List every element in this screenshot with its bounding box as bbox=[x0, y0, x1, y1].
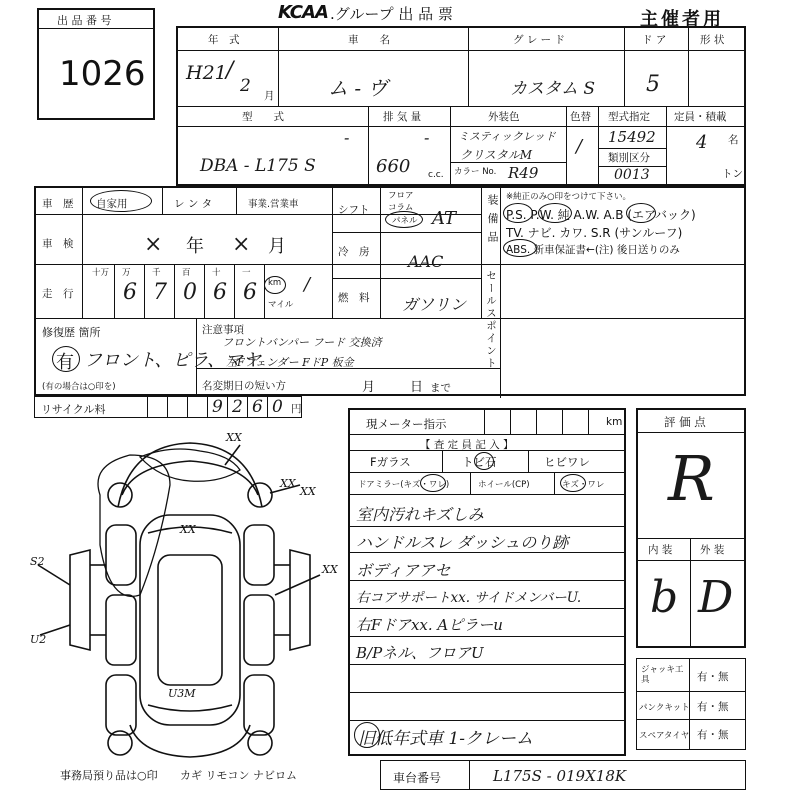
color-value-2: クリスタルM bbox=[460, 148, 533, 162]
shift-option-column: コラム bbox=[388, 203, 414, 213]
exterior-grade: D bbox=[698, 572, 734, 623]
equip-circle-ab bbox=[626, 203, 656, 223]
spare-label: スペアタイヤ bbox=[639, 731, 690, 741]
spare-choice: 有・無 bbox=[697, 729, 729, 741]
model-dash: - bbox=[344, 128, 350, 147]
repair-note: (有の場合は○印を) bbox=[42, 382, 116, 392]
note-line-4: 右コアサポートxx. サイドメンバーU. bbox=[356, 590, 582, 606]
mileage-place-label: 一 bbox=[242, 268, 251, 278]
capacity-unit: 名 bbox=[728, 134, 739, 146]
equipment-line-3: ABS. 新車保証書←(注) 後日送りのみ bbox=[506, 244, 680, 256]
deadline-label: 名変期日の短い方 bbox=[202, 380, 286, 392]
recycle-digit: 2 bbox=[232, 397, 243, 417]
mileage-place-label: 万 bbox=[122, 268, 131, 278]
mileage-place-label: 十 bbox=[212, 268, 221, 278]
chassis-label: 車台番号 bbox=[393, 771, 442, 785]
class-value: 0013 bbox=[614, 167, 650, 183]
meter-unit: km bbox=[606, 416, 623, 428]
recycle-divider bbox=[167, 397, 168, 417]
color-no-value: R49 bbox=[508, 164, 539, 182]
note-line-3: ボディアアセ bbox=[356, 561, 451, 580]
col-color-change: 色替 bbox=[570, 111, 591, 123]
wheel-label: ホイール(CP) bbox=[478, 480, 530, 490]
exterior-label: 外 装 bbox=[700, 544, 725, 556]
displacement-value: 660 bbox=[376, 156, 411, 177]
doors-value: 5 bbox=[646, 72, 660, 97]
equip-circle-abs bbox=[503, 239, 537, 257]
mileage-digit: 6 bbox=[243, 280, 257, 305]
col-shape: 形 状 bbox=[700, 34, 725, 46]
fuel-value: ガソリン bbox=[402, 295, 467, 314]
shift-option-floor: フロア bbox=[388, 191, 414, 201]
vehicle-table bbox=[176, 26, 746, 186]
inspection-year-value: × bbox=[144, 232, 163, 257]
year-sep: / bbox=[226, 58, 234, 83]
col-doors: ド ア bbox=[642, 34, 667, 46]
condition-table bbox=[34, 186, 746, 396]
inspection-month-value: × bbox=[232, 232, 251, 257]
history-option-rental: レ ン タ bbox=[174, 198, 213, 210]
shift-label: シフト bbox=[338, 204, 370, 216]
type-designation-value: 15492 bbox=[608, 128, 656, 146]
mileage-divider bbox=[114, 264, 115, 318]
mileage-divider bbox=[204, 264, 205, 318]
equipment-note: ※純正のみ○印をつけて下さい。 bbox=[506, 192, 632, 202]
page-title: .グループ 出 品 票 bbox=[330, 5, 453, 23]
color-no-label: カラー No. bbox=[454, 167, 497, 177]
equipment-line-2: TV. ナビ. カワ. S.R (サンルーフ) bbox=[506, 226, 683, 240]
shift-value: AT bbox=[432, 208, 457, 229]
mileage-divider bbox=[234, 264, 235, 318]
organizer-label: 主催者用 bbox=[640, 9, 724, 30]
mileage-digit: 0 bbox=[183, 280, 197, 305]
recycle-divider bbox=[187, 397, 188, 417]
mileage-divider bbox=[174, 264, 175, 318]
class-label: 類別区分 bbox=[608, 152, 650, 164]
recycle-divider bbox=[207, 397, 208, 417]
diagram-mark-6: S2 bbox=[30, 555, 45, 568]
wheel-damage-label: キズ・ワレ bbox=[562, 480, 605, 490]
history-option-private: 自家用 bbox=[96, 198, 128, 210]
puncture-choice: 有・無 bbox=[697, 701, 729, 713]
mileage-digit: 7 bbox=[153, 280, 167, 305]
evaluation-score: R bbox=[668, 442, 715, 515]
grade-value: カスタム S bbox=[510, 79, 596, 99]
color-value: ミスティックレッド bbox=[458, 130, 556, 143]
office-note: 事務局預り品は○印 bbox=[60, 769, 158, 782]
history-label: 車 歴 bbox=[42, 198, 74, 210]
shift-selected-circle bbox=[385, 211, 423, 228]
car-damage-diagram bbox=[30, 425, 350, 765]
jack-choice: 有・無 bbox=[697, 671, 729, 683]
note-line-6: B/Pネル、フロアU bbox=[356, 644, 484, 662]
mileage-divider bbox=[144, 264, 145, 318]
col-displacement: 排 気 量 bbox=[383, 111, 422, 123]
interior-label: 内 装 bbox=[648, 544, 673, 556]
recycle-divider bbox=[147, 397, 148, 417]
recycle-unit: 円 bbox=[291, 403, 302, 415]
diagram-mark-1: XX bbox=[226, 431, 242, 444]
puncture-label: パンクキット bbox=[639, 703, 690, 713]
notes-line-2: 左Fフェンダー FドP 板金 bbox=[226, 356, 354, 369]
month-value: 2 bbox=[240, 76, 251, 96]
equip-circle-pw bbox=[538, 203, 572, 223]
mileage-digit: 6 bbox=[123, 280, 137, 305]
mileage-km-unit: km bbox=[268, 278, 282, 288]
equipment-line-1: P.S. P.W. 純 A.W. A.B (エアバック) bbox=[506, 208, 696, 222]
meter-label: 現メーター指示 bbox=[366, 417, 447, 431]
col-make: 車 名 bbox=[348, 34, 390, 46]
final-note: 旧低年式車 1-クレーム bbox=[358, 729, 533, 749]
month-unit: 月 bbox=[264, 90, 275, 102]
col-grade: グ レ ー ド bbox=[513, 34, 566, 46]
recycle-divider bbox=[227, 397, 228, 417]
mileage-label: 走 行 bbox=[42, 288, 74, 300]
windshield-label: Fガラス bbox=[370, 455, 411, 469]
recycle-fee-box bbox=[34, 396, 302, 418]
chassis-number: L175S - 019X18K bbox=[493, 767, 627, 785]
org-logo: KCAA bbox=[278, 2, 328, 23]
notes-label: 注意事項 bbox=[202, 324, 244, 336]
deadline-month: 月 bbox=[362, 380, 376, 395]
mileage-digit: 6 bbox=[213, 280, 227, 305]
chip-circle bbox=[474, 452, 494, 470]
crack-label: ヒビワレ bbox=[544, 455, 590, 469]
history-selected-circle bbox=[90, 190, 152, 212]
inspection-label: 車 検 bbox=[42, 238, 74, 250]
col-model: 型 式 bbox=[242, 111, 284, 123]
note-line-2: ハンドルスレ ダッシュのり跡 bbox=[356, 533, 569, 552]
col-year: 年 式 bbox=[208, 34, 240, 46]
capacity-value: 4 bbox=[696, 132, 708, 153]
inspector-label: 【 査 定 員 記 入 】 bbox=[420, 439, 514, 451]
diagram-mark-3: XX bbox=[180, 523, 196, 536]
recycle-digit: 9 bbox=[212, 397, 223, 417]
col-type-designation: 型式指定 bbox=[608, 111, 650, 123]
lot-number-box bbox=[37, 8, 155, 120]
year-value: H21 bbox=[186, 62, 227, 84]
evaluation-label: 評 価 点 bbox=[664, 415, 706, 429]
evaluation-box bbox=[636, 408, 746, 648]
repair-label: 修復歴 箇所 bbox=[42, 326, 101, 339]
history-option-business: 事業.営業車 bbox=[248, 199, 299, 210]
notes-line-1: フロントバンパー フード 交換済 bbox=[222, 336, 382, 349]
deadline-day: 日 bbox=[410, 380, 424, 395]
note-line-5: 右Fドアxx. Aピラーu bbox=[356, 616, 503, 634]
model-value: DBA - L175 S bbox=[200, 156, 316, 176]
diagram-mark-7: U2 bbox=[30, 633, 47, 646]
chassis-box bbox=[380, 760, 746, 790]
fuel-label: 燃 料 bbox=[338, 292, 370, 304]
shift-option-panel: パネル bbox=[392, 216, 418, 226]
diagram-mark-4: XX bbox=[322, 563, 338, 576]
equip-circle-ps bbox=[503, 203, 533, 223]
diagram-mark-2: XX bbox=[300, 485, 316, 498]
lot-number: 1026 bbox=[59, 54, 146, 94]
lot-number-label: 出 品 番 号 bbox=[57, 14, 112, 27]
note-line-1: 室内汚れキズしみ bbox=[356, 505, 484, 524]
deadline-suffix: まで bbox=[430, 382, 451, 394]
wheel-damage-circle bbox=[560, 474, 586, 492]
repair-value: フロント、ピラ、マヤ bbox=[84, 350, 261, 371]
displacement-dash: - bbox=[424, 128, 430, 147]
office-items: カギ リモコン ナビロム bbox=[180, 769, 297, 782]
ac-label: 冷 房 bbox=[338, 246, 370, 258]
mirror-label: ドアミラー(キズ・ワレ) bbox=[358, 480, 450, 490]
jack-label: ジャッキ工具 bbox=[641, 665, 684, 685]
chip-label: トビ石 bbox=[462, 455, 497, 469]
mileage-place-label: 十万 bbox=[92, 268, 110, 278]
displacement-unit: c.c. bbox=[428, 170, 444, 180]
recycle-divider bbox=[267, 397, 268, 417]
recycle-label: リサイクル料 bbox=[41, 403, 106, 416]
recycle-digit: 6 bbox=[252, 397, 263, 417]
mileage-mark: / bbox=[304, 274, 311, 295]
accessories-box bbox=[636, 658, 746, 750]
mileage-place-label: 百 bbox=[182, 268, 191, 278]
equipment-label: 装 備 品 bbox=[486, 194, 499, 244]
meter-box bbox=[348, 408, 626, 756]
load-unit: トン bbox=[722, 168, 743, 180]
recycle-digit: 0 bbox=[272, 397, 283, 417]
color-change-mark: / bbox=[576, 136, 583, 157]
sales-point-label: セールスポイント bbox=[485, 270, 497, 370]
col-capacity: 定員・積載 bbox=[674, 111, 727, 123]
mileage-mile-unit: マイル bbox=[268, 300, 294, 310]
mirror-circle bbox=[420, 474, 446, 492]
col-color: 外装色 bbox=[488, 111, 520, 123]
interior-grade: b bbox=[650, 572, 679, 623]
ac-value: AAC bbox=[408, 252, 444, 271]
inspection-month-unit: 月 bbox=[268, 236, 286, 257]
inspection-year-unit: 年 bbox=[186, 236, 204, 257]
recycle-divider bbox=[247, 397, 248, 417]
diagram-mark-8: U3M bbox=[168, 687, 196, 700]
repair-has: 有 bbox=[56, 352, 74, 373]
mileage-place-label: 千 bbox=[152, 268, 161, 278]
make-value: ム - ヴ bbox=[328, 76, 388, 100]
diagram-mark-5: XX bbox=[280, 477, 296, 490]
